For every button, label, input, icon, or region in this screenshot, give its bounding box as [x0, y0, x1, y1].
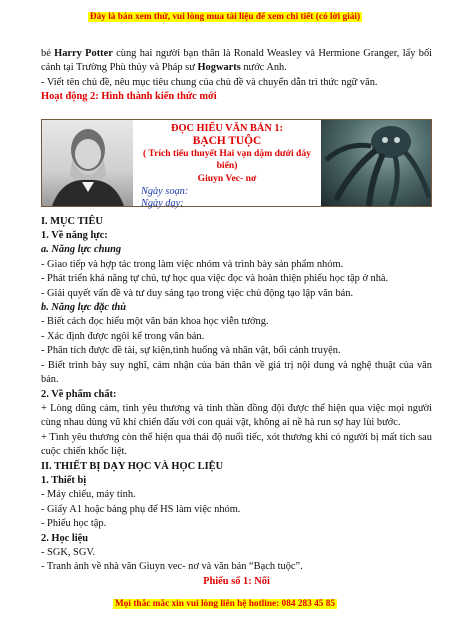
- list-item: - Máy chiếu, máy tính.: [41, 489, 136, 501]
- preview-notice-header: [0, 12, 450, 22]
- list-item: + Tình yêu thương còn thể hiện qua thái độ nuối tiếc, xót thương khi có người bị mất tích sau cuộc chiến khốc liệt.: [41, 431, 432, 458]
- intro-text-c: nước Anh.: [240, 62, 287, 74]
- list-item: - Tranh ảnh về nhà văn Giuyn vec- nơ và văn bản “Bạch tuộc”.: [41, 561, 303, 573]
- list-item: - Giao tiếp và hợp tác trong làm việc nhóm và trình bày sản phẩm nhóm.: [41, 258, 344, 270]
- banner-title-line1: ĐỌC HIỂU VĂN BẢN 1:: [171, 122, 283, 134]
- intro-theme-line: - Viết tên chủ đề, nêu mục tiêu chung của chủ đề và chuyển dẫn tri thức ngữ văn.: [41, 76, 378, 88]
- banner-subtitle: ( Trích tiểu thuyết Hai vạn dặm dưới đáy biển): [143, 147, 311, 172]
- list-item: - Giải quyết vấn đề và tư duy sáng tạo trong việc chủ động tạo lập văn bản.: [41, 287, 354, 299]
- intro-text-a: bé: [41, 48, 55, 59]
- list-item: - Phiếu học tập.: [41, 518, 107, 530]
- section-1-qualities: 2. Về phẩm chất:: [41, 388, 117, 400]
- list-item: + Lòng dũng cảm, tình yêu thương và tinh thần đồng đội được thể hiện qua việc mọi người cùng nhau dùng vũ khí chiến đấu với con quái vật, không ai nề hà run sợ hay lùi bước.: [41, 402, 432, 429]
- intro-paragraph: [41, 47, 432, 76]
- list-item: - Xác định được ngôi kể trong văn bản.: [41, 330, 205, 342]
- intro-text-b: cùng hai người bạn thân là Ronald Weasley và Hermione Granger, lấy bối cảnh tại Trường Phù thủy và Pháp sư: [41, 48, 433, 74]
- hotline-footer: [0, 599, 450, 609]
- document-body: [41, 47, 432, 589]
- activity-2-heading: Hoạt động 2: Hình thành kiến thức mới: [41, 91, 217, 103]
- date-prepared-label: Ngày soạn:: [141, 185, 189, 197]
- banner-dates: [133, 186, 321, 211]
- banner-title-line2: BẠCH TUỘC: [192, 135, 262, 148]
- list-item: - Giấy A1 hoặc bảng phụ để HS làm việc nhóm.: [41, 503, 241, 515]
- section-2-title: II. THIẾT BỊ DẠY HỌC VÀ HỌC LIỆU: [41, 460, 224, 472]
- author-portrait-image: [42, 120, 133, 206]
- octopus-illustration-image: [321, 120, 431, 206]
- list-item: - Phân tích được đề tài, sự kiện,tình huống và nhân vật, bối cảnh truyện.: [41, 345, 341, 357]
- date-taught-label: Ngày dạy:: [141, 198, 184, 210]
- worksheet-1-title: Phiếu số 1: Nối: [203, 575, 270, 587]
- intro-hogwarts: Hogwarts: [197, 62, 241, 74]
- lesson-banner: [41, 119, 432, 210]
- list-item: - Biết cách đọc hiểu một văn bản khoa học viễn tưởng.: [41, 316, 269, 328]
- hotline-text: Mọi thắc mắc xin vui lòng liên hệ hotline: 084 283 45 85: [114, 599, 336, 609]
- banner-title-block: [133, 120, 321, 210]
- section-2-equipment: 1. Thiết bị: [41, 474, 87, 486]
- intro-harry-potter: Harry Potter: [54, 48, 113, 59]
- section-1-competence: 1. Về năng lực:: [41, 230, 108, 242]
- list-item: - Phát triển khả năng tự chủ, tự học qua việc đọc và hoàn thiện phiếu học tập ở nhà.: [41, 273, 389, 285]
- banner-author: Giuyn Vec- nơ: [197, 173, 257, 184]
- section-1-title: I. MỤC TIÊU: [41, 215, 103, 227]
- section-1-general-competence: a. Năng lực chung: [41, 244, 122, 256]
- list-item: - Biết trình bày suy nghĩ, cảm nhận của bản thân về giá trị nội dung và nghệ thuật của văn bản.: [41, 359, 432, 386]
- preview-notice-text: Đây là bản xem thử, vui lòng mua tài liệu để xem chi tiết (có lời giải): [89, 12, 361, 22]
- list-item: - SGK, SGV.: [41, 546, 96, 558]
- section-1-specific-competence: b. Năng lực đặc thù: [41, 302, 127, 314]
- section-2-materials: 2. Học liệu: [41, 532, 89, 544]
